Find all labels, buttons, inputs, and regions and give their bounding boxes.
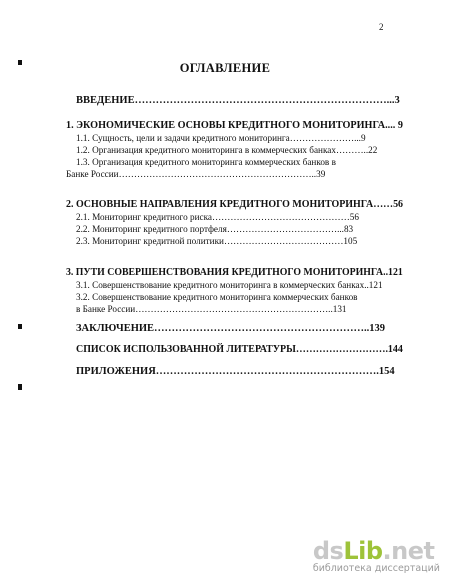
toc-section-3-1: 3.1. Совершенствование кредитного мониторинга в коммерческих банках..121	[76, 280, 383, 290]
toc-section-2-2: 2.2. Мониторинг кредитного портфеля………………………………...83	[76, 224, 354, 234]
toc-section-1-1: 1.1. Сущность, цели и задачи кредитного мониторинга…………………...9	[76, 133, 366, 143]
toc-chapter-3: 3. ПУТИ СОВЕРШЕНСТВОВАНИЯ КРЕДИТНОГО МОНИТОРИНГА..121	[66, 267, 403, 278]
toc-chapter-1: 1. ЭКОНОМИЧЕСКИЕ ОСНОВЫ КРЕДИТНОГО МОНИТОРИНГА.... 9	[66, 120, 403, 131]
toc-section-2-1: 2.1. Мониторинг кредитного риска………………………………………56	[76, 212, 359, 222]
toc-section-1-3: 1.3. Организация кредитного мониторинга коммерческих банков в	[76, 157, 336, 167]
scan-mark-middle	[18, 324, 22, 329]
toc-section-1-3-cont: Банке России………………………………………………………..39	[66, 169, 326, 179]
toc-section-3-2: 3.2. Совершенствование кредитного мониторинга коммерческих банков	[76, 292, 358, 302]
toc-appendix: ПРИЛОЖЕНИЯ……………………………………………………….154	[76, 366, 395, 377]
toc-chapter-2: 2. ОСНОВНЫЕ НАПРАВЛЕНИЯ КРЕДИТНОГО МОНИТОРИНГА……56	[66, 199, 404, 210]
toc-section-2-3: 2.3. Мониторинг кредитной политики…………………………………105	[76, 236, 358, 246]
dslib-subtitle: библиотека диссертаций	[312, 563, 440, 574]
dslib-watermark	[313, 537, 440, 574]
toc-section-1-2: 1.2. Организация кредитного мониторинга в коммерческих банках………..22	[76, 145, 378, 155]
toc-intro: ВВЕДЕНИЕ………………………………………………………………...3	[76, 95, 400, 106]
page-number: 2	[379, 22, 384, 32]
scan-mark-bottom	[18, 384, 22, 390]
toc-literature: СПИСОК ИСПОЛЬЗОВАННОЙ ЛИТЕРАТУРЫ……………………….144	[76, 344, 403, 355]
toc-conclusion: ЗАКЛЮЧЕНИЕ……………………………………………………..139	[76, 323, 386, 334]
toc-title: ОГЛАВЛЕНИЕ	[179, 61, 271, 75]
toc-section-3-2-cont: в Банке России………………………………………………………..131	[76, 304, 347, 314]
dslib-logo: dsLib.net	[312, 537, 435, 565]
